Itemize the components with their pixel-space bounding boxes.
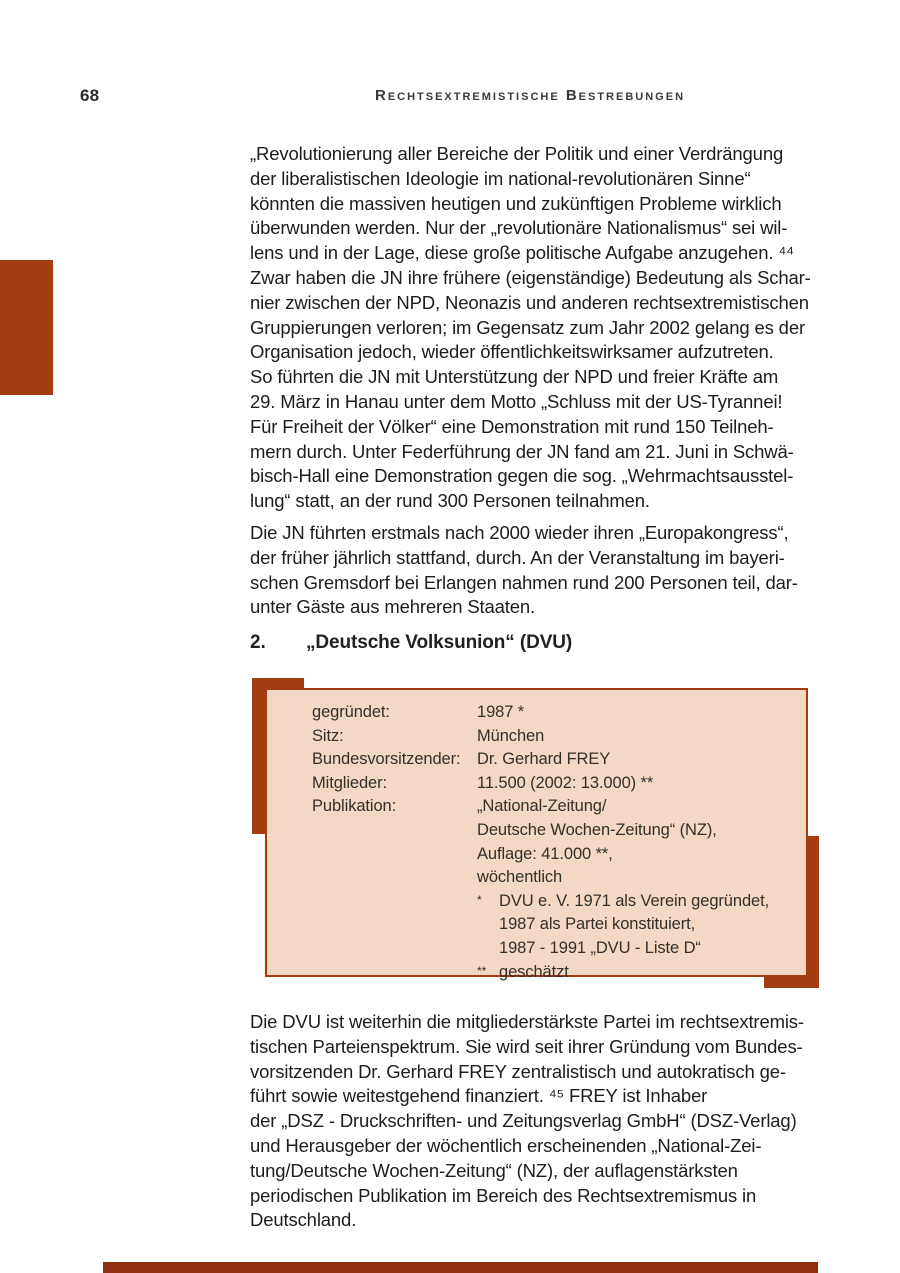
footnote-marker: ** (477, 963, 487, 978)
fact-row (312, 748, 806, 772)
running-header-title: Rechtsextremistische Bestrebungen (374, 87, 686, 104)
fact-label: Bundesvorsitzender: (312, 750, 461, 769)
infobox-corner-accent-top-left-vertical (252, 678, 265, 834)
fact-value: 1987 * (477, 703, 525, 721)
text-line: Die DVU ist weiterhin die mitgliederstärkste Partei im rechtsextremis- (250, 1011, 804, 1032)
fact-value: München (477, 726, 545, 745)
text-line: könnten die massiven heutigen und zukünftigen Probleme wirklich (250, 192, 782, 214)
text-line: und Herausgeber der wöchentlich erscheinenden „National-Zei- (250, 1134, 762, 1156)
text-line: Für Freiheit der Völker“ eine Demonstration mit rund 150 Teilneh- (250, 415, 774, 437)
text-line: schen Gremsdorf bei Erlangen nahmen rund 200 Personen teil, dar- (250, 571, 798, 593)
fact-row (312, 772, 806, 796)
footnote-row (312, 961, 806, 985)
text-line: So führten die JN mit Unterstützung der NPD und freier Kräfte am (250, 366, 779, 388)
text-line: lens und in der Lage, diese große politische Aufgabe anzugehen. ⁴⁴ (250, 242, 794, 264)
text-line: Zwar haben die JN ihre frühere (eigenständige) Bedeutung als Schar- (250, 266, 811, 288)
fact-label: Sitz: (312, 726, 344, 745)
footnote-text: 1987 - 1991 „DVU - Liste D“ (499, 938, 701, 957)
dvu-fact-box (265, 688, 808, 981)
text-line: Die JN führten erstmals nach 2000 wieder ihren „Europakongress“, (250, 522, 789, 543)
text-line: Organisation jedoch, wieder öffentlichkeitswirksamer aufzutreten. (250, 341, 774, 363)
fact-row (312, 819, 806, 843)
text-line: nier zwischen der NPD, Neonazis und anderen rechtsextremistischen (250, 291, 809, 313)
fact-row (312, 866, 806, 890)
text-line: der „DSZ - Druckschriften- und Zeitungsverlag GmbH“ (DSZ-Verlag) (250, 1110, 797, 1132)
text-line: Deutschland. (250, 1209, 357, 1231)
fact-row (312, 843, 806, 867)
fact-value: Deutsche Wochen-Zeitung“ (NZ), (477, 820, 717, 839)
paragraph-dvu-description (250, 1010, 830, 1233)
footnote-row (312, 890, 806, 914)
text-line: „Revolutionierung aller Bereiche der Politik und einer Verdrängung (250, 143, 784, 164)
dvu-fact-footnotes (312, 890, 806, 984)
fact-row (312, 725, 806, 749)
text-line: der liberalistischen Ideologie im national-revolutionären Sinne“ (250, 167, 751, 189)
fact-value: wöchentlich (477, 868, 563, 887)
bottom-page-accent-bar (103, 1262, 818, 1273)
fact-row (312, 795, 806, 819)
left-margin-accent-block (0, 260, 53, 395)
dvu-fact-rows (312, 701, 806, 890)
fact-value: 11.500 (2002: 13.000) ** (477, 773, 654, 792)
section-number: 2. (250, 632, 266, 653)
text-line: lung“ statt, an der rund 300 Personen teilnahmen. (250, 490, 650, 512)
footnote-row (312, 913, 806, 937)
text-line: tischen Parteienspektrum. Sie wird seit ihrer Gründung vom Bundes- (250, 1035, 803, 1057)
footnote-row (312, 937, 806, 961)
fact-label: gegründet: (312, 703, 390, 721)
section-title: „Deutsche Volksunion“ (DVU) (306, 632, 573, 653)
text-line: unter Gäste aus mehreren Staaten. (250, 596, 536, 618)
text-line: bisch-Hall eine Demonstration gegen die sog. „Wehrmachtsausstel- (250, 465, 794, 487)
fact-value: Dr. Gerhard FREY (477, 750, 611, 769)
section-heading-dvu (250, 632, 572, 654)
footnote-text: 1987 als Partei konstituiert, (499, 915, 696, 934)
fact-row (312, 701, 806, 725)
paragraph-europakongress (250, 521, 830, 620)
text-line: vorsitzenden Dr. Gerhard FREY zentralistisch und autokratisch ge- (250, 1060, 786, 1082)
fact-value: „National-Zeitung/ (477, 797, 607, 816)
text-line: 29. März in Hanau unter dem Motto „Schluss mit der US-Tyrannei! (250, 390, 783, 412)
fact-value: Auflage: 41.000 **, (477, 844, 613, 863)
paragraph-jn-activities (250, 142, 830, 514)
text-line: tung/Deutsche Wochen-Zeitung“ (NZ), der auflagenstärksten (250, 1159, 738, 1181)
text-line: mern durch. Unter Federführung der JN fand am 21. Juni in Schwä- (250, 440, 794, 462)
text-line: überwunden werden. Nur der „revolutionäre Nationalismus“ sei wil- (250, 217, 788, 239)
footnote-marker: * (477, 892, 482, 907)
text-line: periodischen Publikation im Bereich des Rechtsextremismus in (250, 1184, 757, 1206)
page-number: 68 (80, 86, 100, 105)
text-line: führt sowie weitestgehend finanziert. ⁴⁵ FREY ist Inhaber (250, 1085, 708, 1107)
footnote-text: geschätzt (499, 962, 569, 981)
fact-label: Mitglieder: (312, 773, 388, 792)
text-line: Gruppierungen verloren; im Gegensatz zum Jahr 2002 gelang es der (250, 316, 805, 338)
text-line: der früher jährlich stattfand, durch. An der Veranstaltung im bayeri- (250, 546, 785, 568)
footnote-text: DVU e. V. 1971 als Verein gegründet, (499, 891, 770, 910)
fact-label: Publikation: (312, 797, 397, 816)
